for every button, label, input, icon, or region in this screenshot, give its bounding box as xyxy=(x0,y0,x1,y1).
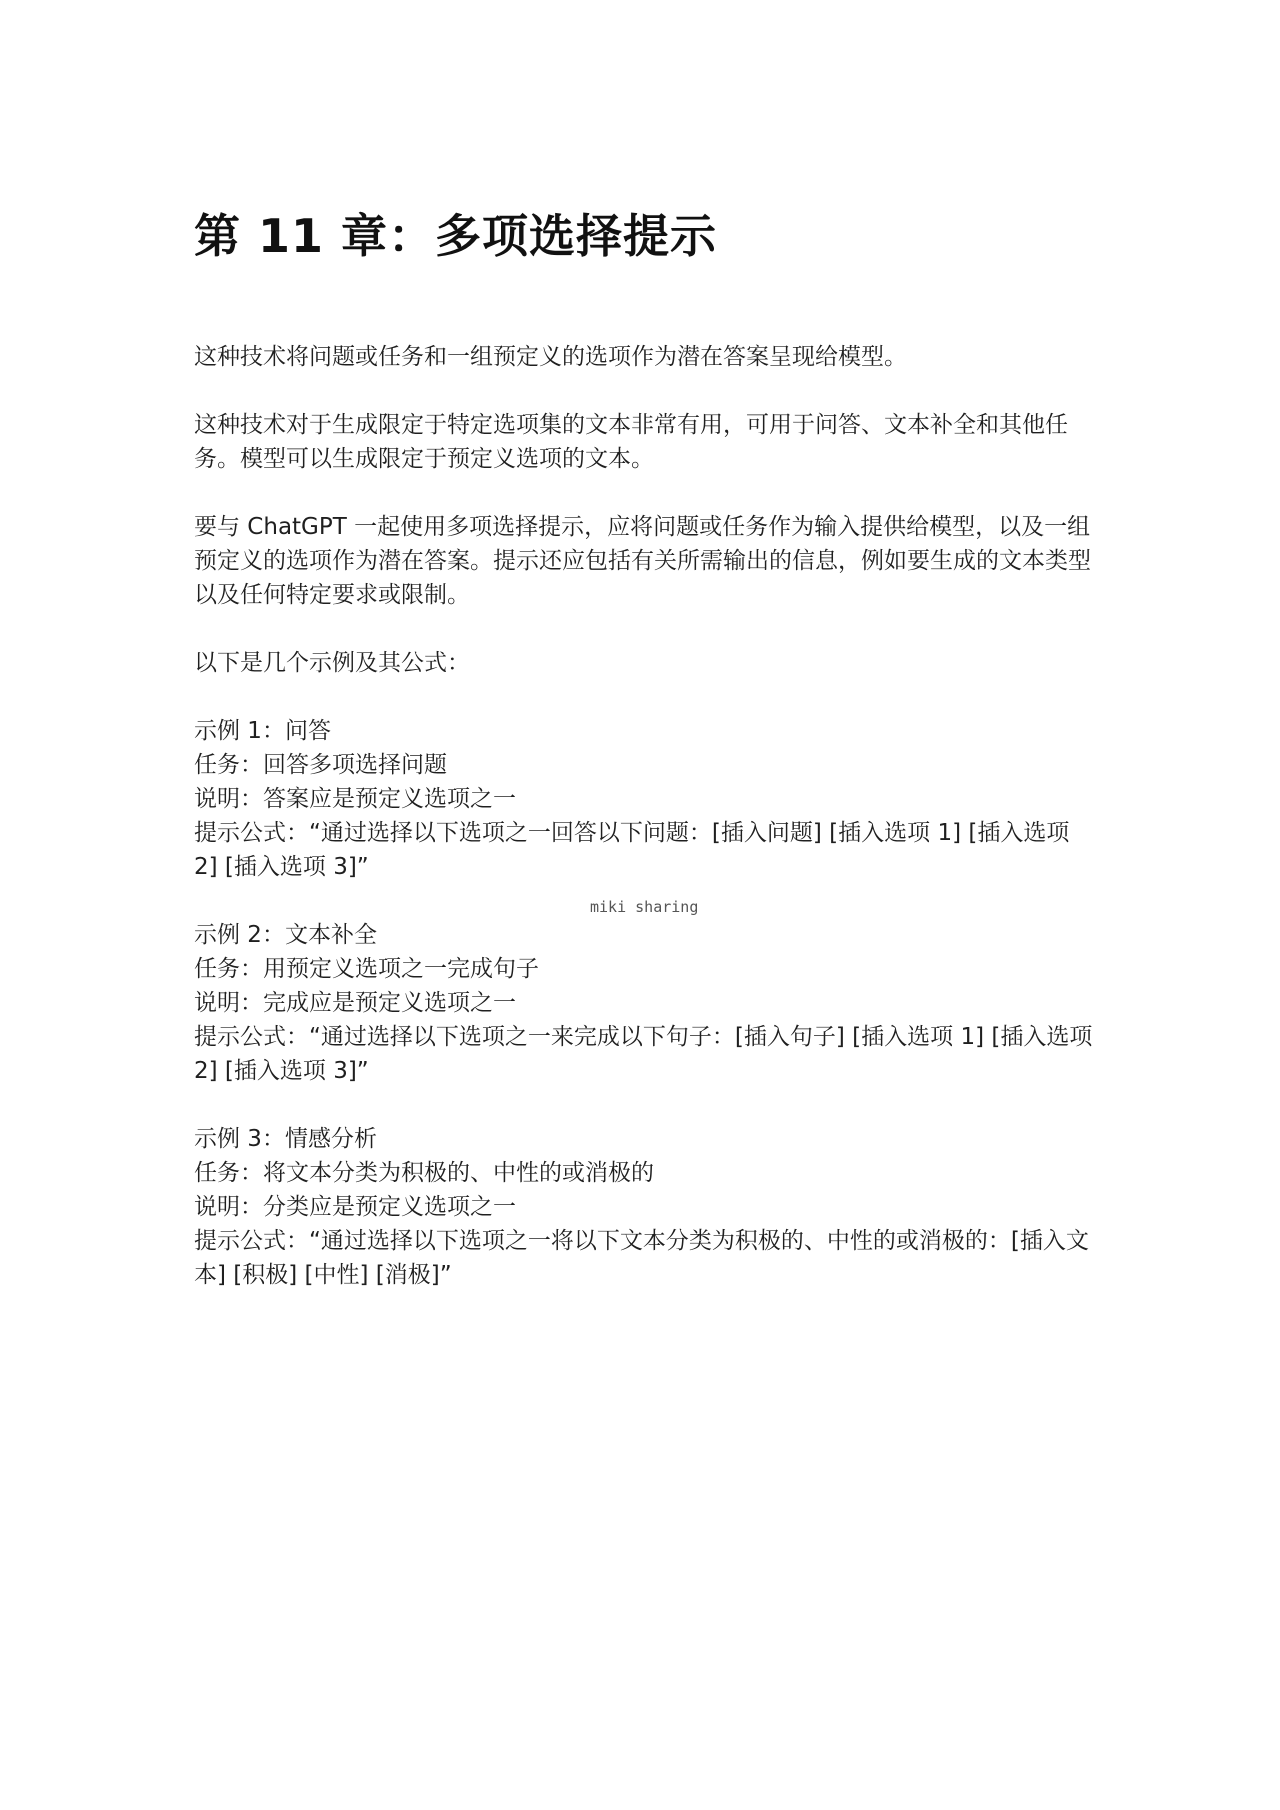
example-block-3 xyxy=(194,1122,1094,1292)
example-task: 任务：将文本分类为积极的、中性的或消极的 xyxy=(194,1160,654,1186)
watermark-text: miki sharing xyxy=(590,898,699,916)
paragraph-usefulness: 这种技术对于生成限定于特定选项集的文本非常有用，可用于问答、文本补全和其他任务。模型可以生成限定于预定义选项的文本。 xyxy=(194,412,1068,472)
paragraph-usage: 要与 ChatGPT 一起使用多项选择提示，应将问题或任务作为输入提供给模型，以及一组预定义的选项作为潜在答案。提示还应包括有关所需输出的信息，例如要生成的文本类型以及任何特定要求或限制。 xyxy=(194,514,1091,608)
example-heading: 示例 3：情感分析 xyxy=(194,1126,377,1152)
chapter-title: 第 11 章：多项选择提示 xyxy=(194,209,718,263)
example-formula: 提示公式：“通过选择以下选项之一来完成以下句子：[插入句子] [插入选项 1] [插入选项 2] [插入选项 3]” xyxy=(194,1024,1093,1084)
example-heading: 示例 1：问答 xyxy=(194,718,331,744)
example-task: 任务：回答多项选择问题 xyxy=(194,752,447,778)
example-note: 说明：答案应是预定义选项之一 xyxy=(194,786,516,812)
example-block-2 xyxy=(194,918,1094,1088)
paragraph-examples-lead: 以下是几个示例及其公式： xyxy=(194,650,470,676)
example-formula: 提示公式：“通过选择以下选项之一将以下文本分类为积极的、中性的或消极的：[插入文本] [积极] [中性] [消极]” xyxy=(194,1228,1089,1288)
example-formula: 提示公式：“通过选择以下选项之一回答以下问题：[插入问题] [插入选项 1] [插入选项 2] [插入选项 3]” xyxy=(194,820,1070,880)
example-block-1 xyxy=(194,714,1094,884)
example-note: 说明：完成应是预定义选项之一 xyxy=(194,990,516,1016)
example-task: 任务：用预定义选项之一完成句子 xyxy=(194,956,539,982)
document-body xyxy=(194,340,1094,1326)
example-heading: 示例 2：文本补全 xyxy=(194,922,377,948)
paragraph-intro: 这种技术将问题或任务和一组预定义的选项作为潜在答案呈现给模型。 xyxy=(194,344,907,370)
example-note: 说明：分类应是预定义选项之一 xyxy=(194,1194,516,1220)
